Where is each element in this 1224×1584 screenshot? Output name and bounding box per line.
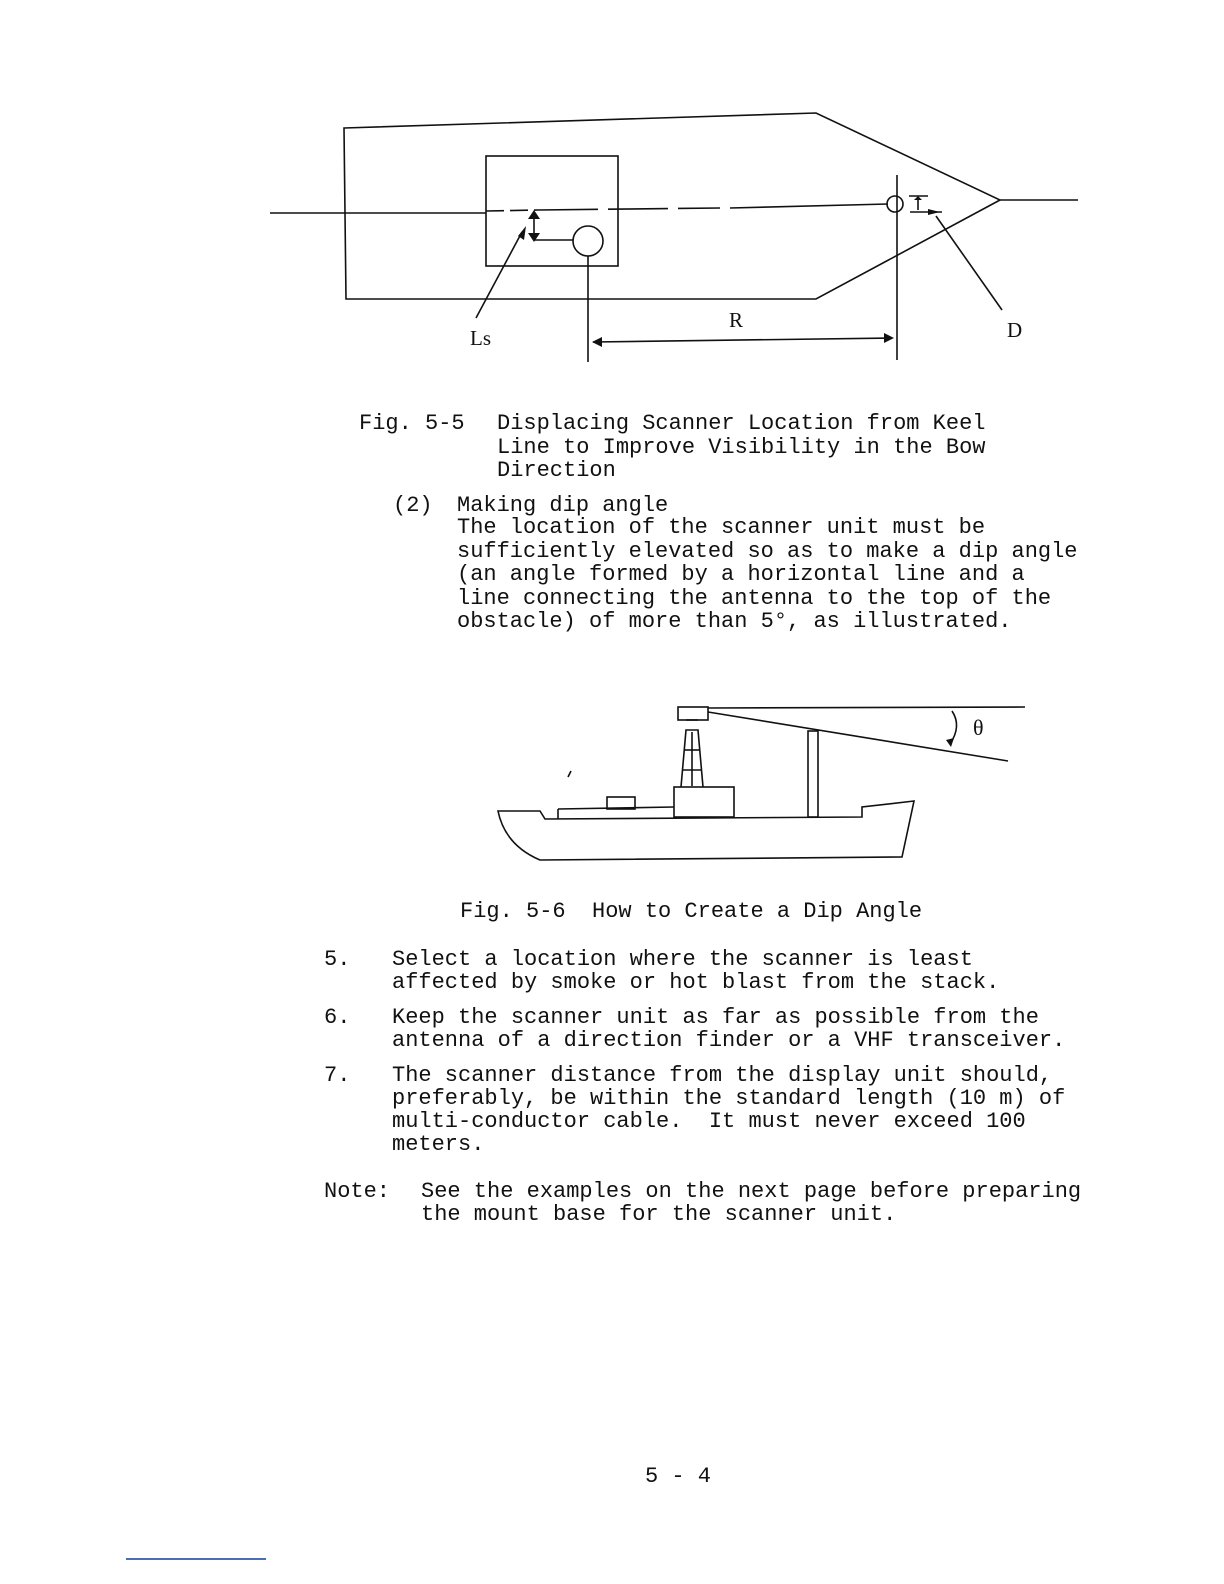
section-2-number: (2) — [393, 493, 433, 518]
note-line-2: the mount base for the scanner unit. — [421, 1202, 897, 1227]
section-2-body-line-2: sufficiently elevated so as to make a dip angle — [457, 538, 1078, 564]
fig-5-5-caption-line-3: Direction — [497, 458, 616, 483]
section-2-body-line-5: obstacle) of more than 5°, as illustrated. — [457, 609, 1012, 634]
fig-5-5-caption-line-2: Line to Improve Visibility in the Bow — [497, 434, 986, 460]
item-7-line-3: multi-conductor cable. It must never exceed 100 — [392, 1109, 1026, 1134]
section-2-body-line-3: (an angle formed by a horizontal line and a — [457, 562, 1025, 587]
item-7-line-4: meters. — [392, 1132, 485, 1157]
fig-5-5-caption-line-1: Displacing Scanner Location from Keel — [497, 411, 986, 436]
item-6-line-1: Keep the scanner unit as far as possible from the — [392, 1005, 1039, 1030]
note-line-1: See the examples on the next page before preparing — [421, 1179, 1082, 1204]
theta-label: θ — [973, 715, 984, 740]
item-7-number: 7. — [324, 1063, 351, 1088]
section-2-title: Making dip angle — [457, 493, 669, 518]
fig-5-5-number: Fig. 5-5 — [359, 411, 465, 436]
section-2-body-line-1: The location of the scanner unit must be — [457, 515, 986, 540]
item-6-number: 6. — [324, 1005, 351, 1030]
label-r: R — [729, 308, 744, 332]
item-7-line-2: preferably, be within the standard length (10 m) of — [392, 1086, 1066, 1111]
item-5-line-1: Select a location where the scanner is least — [392, 947, 973, 972]
footer-rule — [126, 1558, 266, 1560]
item-5-number: 5. — [324, 947, 351, 972]
section-2-body-line-4: line connecting the antenna to the top of the — [457, 585, 1052, 611]
item-7-line-1: The scanner distance from the display unit should, — [392, 1063, 1053, 1088]
note-label: Note: — [324, 1179, 391, 1204]
label-ls: Ls — [470, 326, 491, 350]
fig-5-6-caption: Fig. 5-6 How to Create a Dip Angle — [460, 899, 923, 924]
page-number: 5 - 4 — [645, 1464, 712, 1489]
label-d: D — [1007, 318, 1023, 342]
item-6-line-2: antenna of a direction finder or a VHF transceiver. — [392, 1028, 1066, 1053]
item-5-line-2: affected by smoke or hot blast from the stack. — [392, 970, 1000, 995]
